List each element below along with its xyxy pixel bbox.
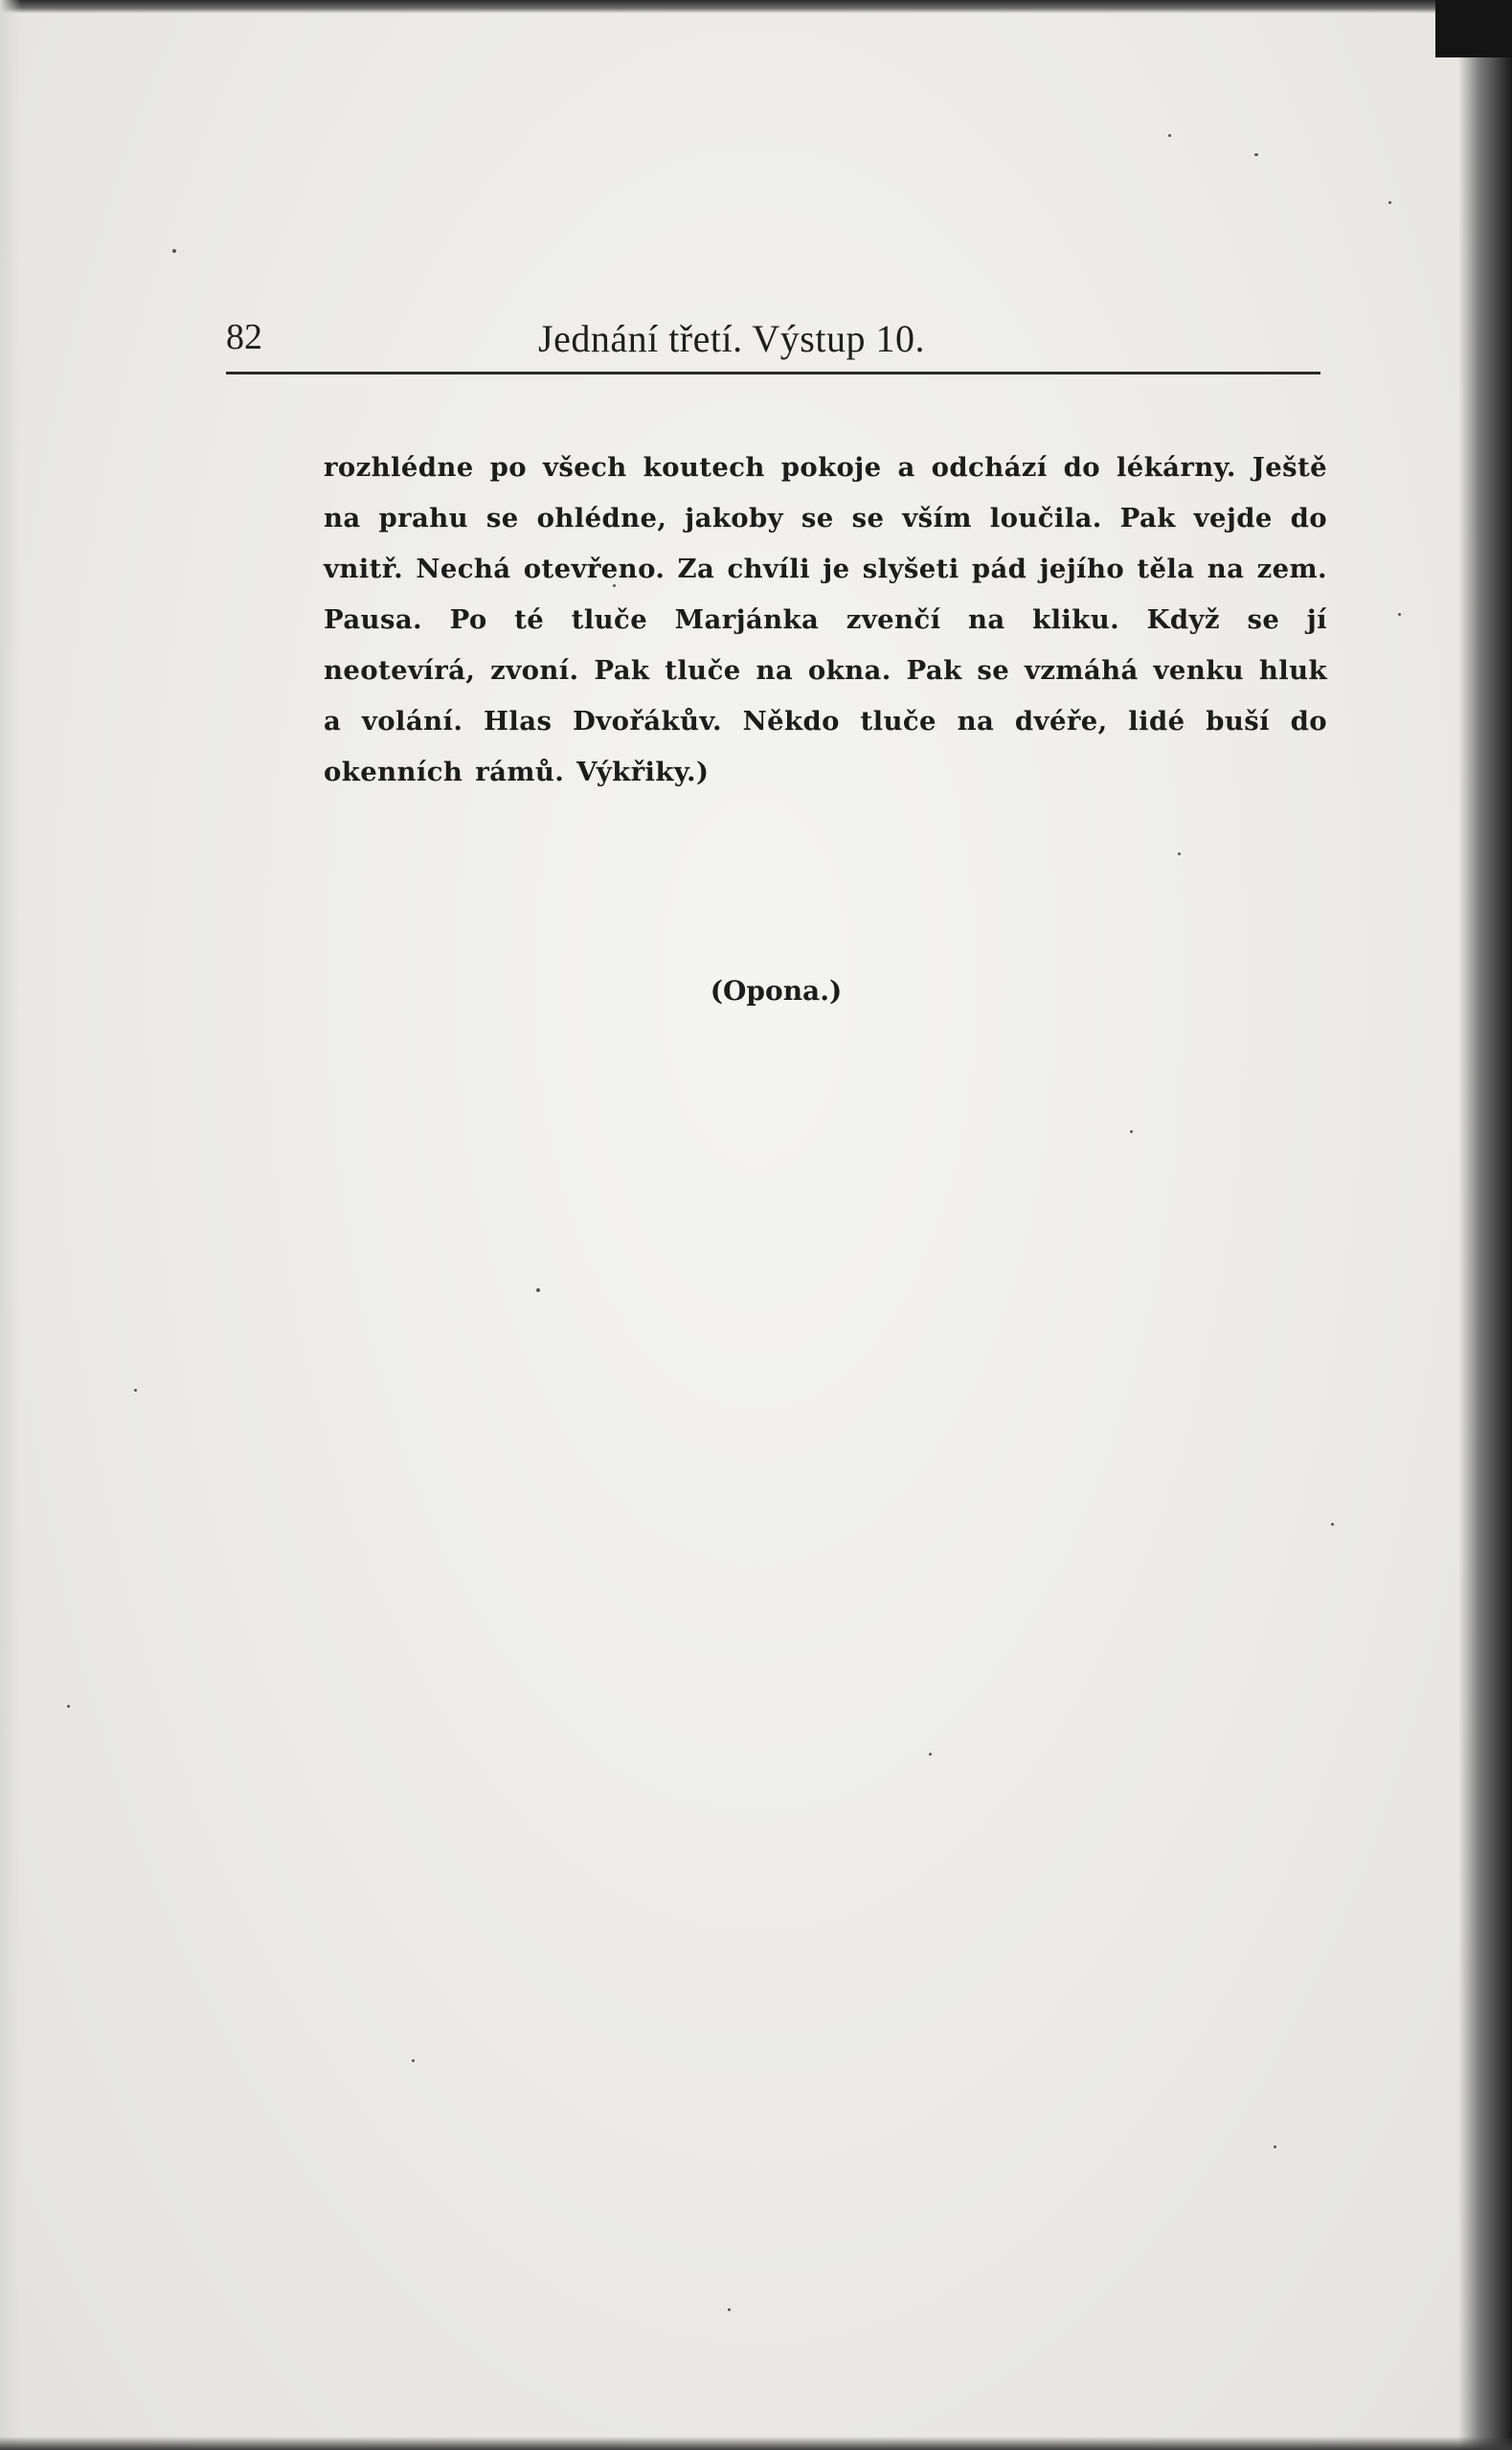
scan-edge-top xyxy=(0,0,1512,13)
scan-edge-left xyxy=(0,0,21,2450)
scan-corner-top-right xyxy=(1435,0,1512,57)
header-rule xyxy=(226,372,1320,374)
scan-edge-right xyxy=(1458,0,1512,2450)
page-number: 82 xyxy=(226,317,262,357)
page-header xyxy=(226,308,1320,375)
curtain-line: (Opona.) xyxy=(710,975,843,1007)
running-head: Jednání třetí. Výstup 10. xyxy=(538,317,925,360)
scan-edge-bottom xyxy=(0,2437,1512,2450)
stage-direction-paragraph: rozhlédne po všech koutech pokoje a odchází do lékárny. Ještě na prahu se ohlédne, jakoby se se vším loučila. Pak vejde do vnitř. Nechá otevřeno. Za chvíli je slyšeti pád jejího těla na zem. Pausa. Po té tluče Marjánka zvenčí na kliku. Když se jí neotevírá, zvoní. Pak tluče na okna. Pak se vzmáhá venku hluk a volání. Hlas Dvořákův. Někdo tluče na dvéře, lidé buší do okenních rámů. Výkřiky.) xyxy=(324,452,1327,787)
